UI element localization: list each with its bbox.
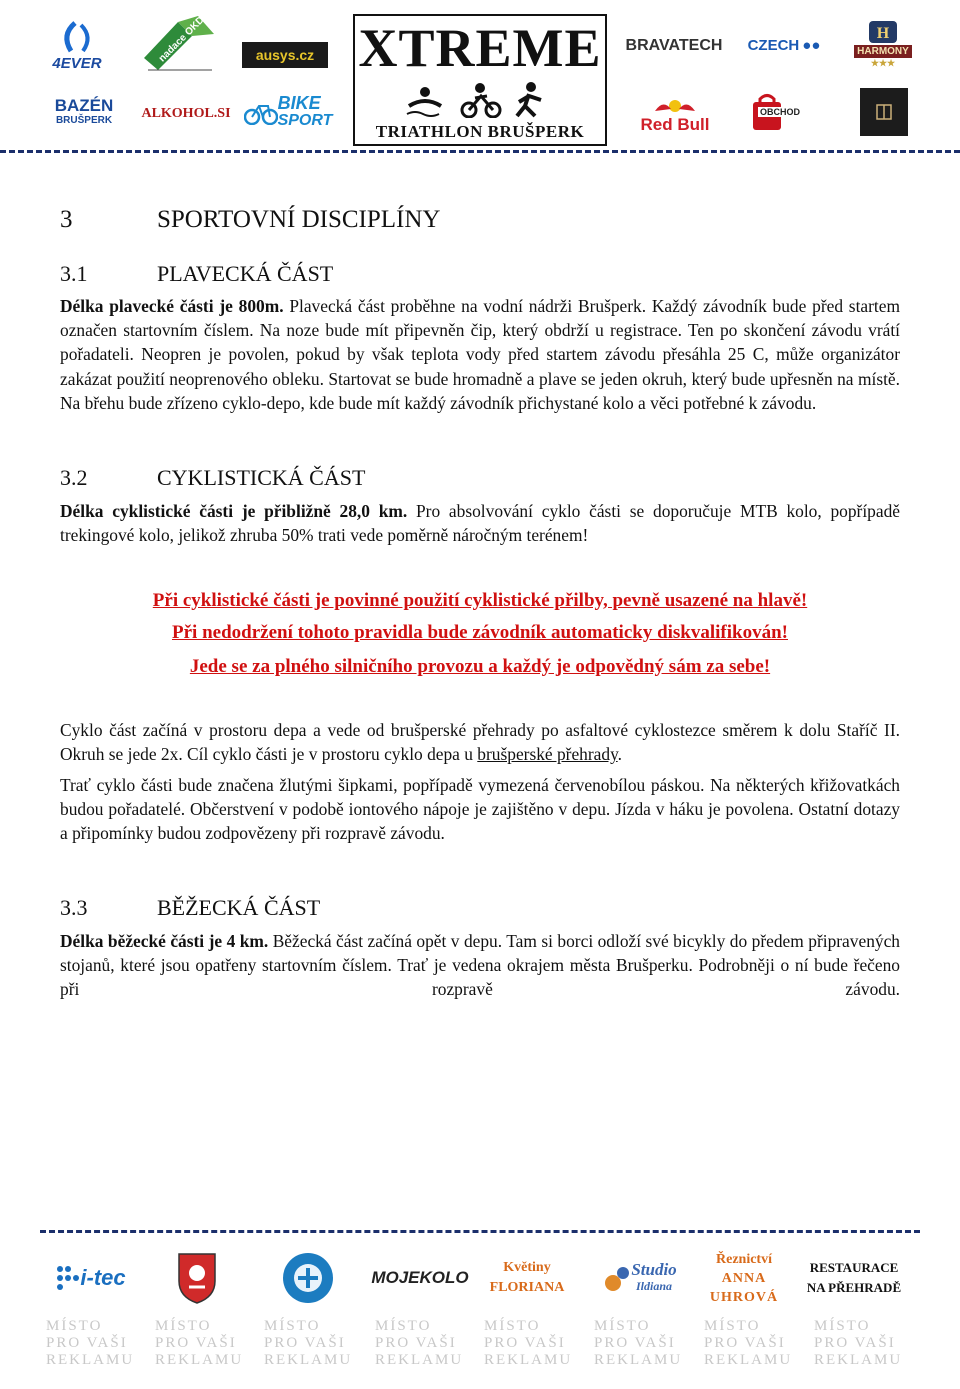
logo-czech: CZECH ●● xyxy=(747,36,821,54)
ad-slot: MÍSTO PRO VAŠI REKLAMU xyxy=(704,1318,793,1368)
logo-redbull: Red Bull xyxy=(636,94,714,138)
warning-disqualification: Při nedodržení tohoto pravidla bude závodník automaticky diskvalifikován! xyxy=(172,622,788,643)
section-number: 3.3 xyxy=(60,895,88,920)
xtreme-subtitle: TRIATHLON BRUŠPERK xyxy=(375,122,585,141)
logo-mojekolo: MOJEKOLO xyxy=(371,1268,469,1287)
bike-length: Délka cyklistické části je přibližně 28,0 km. xyxy=(60,501,408,521)
section-3-heading xyxy=(60,206,660,236)
logo-itec: i-tec xyxy=(44,1248,136,1308)
section-3-3-heading xyxy=(60,895,660,923)
logo-studio: Studio Ildiana xyxy=(588,1248,692,1308)
logo-kvetiny-floriana: Květiny FLORIANA xyxy=(489,1260,565,1295)
logo-reznictvi: Řeznictví ANNA UHROVÁ xyxy=(709,1251,779,1305)
ad-slot: MÍSTO PRO VAŠI REKLAMU xyxy=(594,1318,683,1368)
bike-paragraph: Délka cyklistické části je přibližně 28,0 km. Pro absolvování cyklo části se doporučuje MTB kolo, popřípadě trekingové kolo, jelikož zhruba 50% trati vede poměrně náročným terénem! xyxy=(60,501,901,546)
section-number: 3.1 xyxy=(60,261,88,286)
swim-paragraph: Délka plavecké části je 800m. Plavecká část proběhne na vodní nádrži Brušperk. Každý závodník bude před startem označen startovním číslem. Na noze bude mít připevněn čip, který obdrží u registrace. Ten po skončení závodu vrátí pořadateli. Neopren je povolen, pokud by však teplota vody před startem závodu přesáhla 25 C, může organizátor zakázat použití neoprenového obleku. Startovat se bude hromadně a plave se jeden okruh, který bude upřesněn na místě. Na břehu bude zřízeno cyklo-depo, kde bude mít každý závodník přichystané kolo a věci potřebné k závodu. xyxy=(60,296,900,413)
run-length: Délka běžecké části je 4 km. xyxy=(60,931,269,951)
svg-text:H: H xyxy=(876,25,890,42)
logo-ambulance xyxy=(280,1248,336,1308)
ad-slot: MÍSTO PRO VAŠI REKLAMU xyxy=(814,1318,903,1368)
run-paragraph: Délka běžecké části je 4 km. Běžecká část začíná opět v depu. Tam si borci odloží své bicykly do předem připravených stojanů, které jsou opatřeny startovním číslem. Trať je vedena okrajem města Brušperku. Podrobněji o ní bude řečeno při rozpravě závodu. xyxy=(60,931,900,1000)
logo-brusperk-coat-of-arms xyxy=(172,1248,222,1308)
logo-obchod: OBCHOD xyxy=(736,90,816,134)
section-3-2-heading xyxy=(60,465,660,493)
studio-swirl-icon xyxy=(603,1263,631,1293)
section-3-1-heading xyxy=(60,261,660,289)
harmony-crest-icon xyxy=(867,19,899,45)
header-divider xyxy=(0,150,960,153)
bike-route-paragraph: Cyklo část začíná v prostoru depa a vede od brušperské přehrady po asfaltové cyklostezce směrem k dolu Staříč II. Okruh se jede 2x. Cíl cyklo části je v prostoru cyklo depa u brušperské přehrady. xyxy=(60,720,900,765)
redbull-bulls-icon xyxy=(653,97,697,115)
logo-restaurace: RESTAURACE NA PŘEHRADĚ xyxy=(806,1260,902,1295)
logo-alkohol: ALKOHOL.SI xyxy=(141,106,231,121)
logo-bike-sport: BIKE SPORT xyxy=(240,90,336,134)
section-title: PLAVECKÁ ČÁST xyxy=(157,261,334,286)
ad-slot: MÍSTO PRO VAŠI REKLAMU xyxy=(484,1318,573,1368)
section-number: 3.2 xyxy=(60,465,88,490)
logo-bravatech: BRAVATECH xyxy=(625,37,723,54)
section-title: CYKLISTICKÁ ČÁST xyxy=(157,465,366,490)
section-title: BĚŽECKÁ ČÁST xyxy=(157,895,321,920)
brusperk-dam-link[interactable]: brušperské přehrady xyxy=(477,744,618,765)
logo-dark-emblem xyxy=(860,88,908,136)
triathlon-pictograms-icon xyxy=(405,82,555,118)
footer-divider xyxy=(40,1230,920,1233)
logo-4ever: 4EVER xyxy=(38,18,116,74)
xtreme-title-logo xyxy=(353,14,607,146)
swim-length: Délka plavecké části je 800m. xyxy=(60,296,284,316)
logo-nadace-okd: nadace OKD xyxy=(138,14,220,74)
logo-harmony: H HARMONY ★★★ xyxy=(848,12,918,76)
xtreme-word: XTREME xyxy=(358,18,602,78)
czech-circles-icon: ●● xyxy=(802,36,821,54)
section-title: SPORTOVNÍ DISCIPLÍNY xyxy=(157,206,441,233)
emblem-icon xyxy=(874,102,894,122)
ad-slot: MÍSTO PRO VAŠI REKLAMU xyxy=(375,1318,464,1368)
logo-bazen-brusperk: BAZÉN BRUŠPERK xyxy=(54,96,114,126)
bike-marking-paragraph: Trať cyklo části bude značena žlutými šipkami, popřípadě vymezená červenobílou páskou. Na některých křižovatkách budou pořadatelé. Občerstvení v podobě iontového nápoje je zajištěno v depu. Jízda v háku je povolena. Ostatní dotazy a připomínky budou zodpovězeny při rozpravě závodu. xyxy=(60,775,900,844)
ad-slot: MÍSTO PRO VAŠI REKLAMU xyxy=(46,1318,135,1368)
bicycle-icon xyxy=(244,99,278,125)
harmony-stars-icon: ★★★ xyxy=(870,58,896,68)
ambulance-globe-icon xyxy=(281,1251,335,1305)
logo-ausys: ausys.cz xyxy=(242,42,328,68)
4ever-mark-icon xyxy=(57,21,97,55)
section-number: 3 xyxy=(60,206,73,233)
warning-helmet: Při cyklistické části je povinné použití cyklistické přilby, pevně usazené na hlavě! xyxy=(152,590,808,611)
coat-of-arms-icon xyxy=(176,1251,218,1305)
ad-slot: MÍSTO PRO VAŠI REKLAMU xyxy=(155,1318,244,1368)
warning-traffic: Jede se za plného silničního provozu a každý je odpovědný sám za sebe! xyxy=(189,656,771,677)
itec-dots-icon xyxy=(54,1263,80,1293)
ad-slot: MÍSTO PRO VAŠI REKLAMU xyxy=(264,1318,353,1368)
